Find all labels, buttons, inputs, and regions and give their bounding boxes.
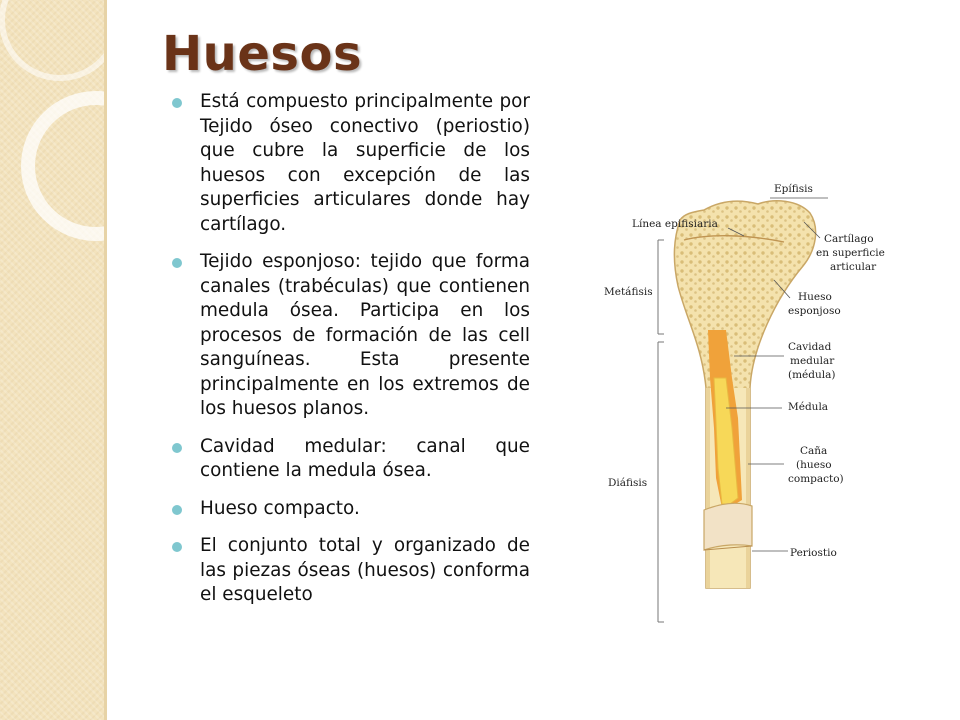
label-diafisis: Diáfisis	[608, 477, 648, 489]
bullet-item	[168, 435, 530, 484]
label-cavidad-1: Cavidad	[788, 341, 832, 353]
bullet-item	[168, 497, 530, 522]
label-metafisis: Metáfisis	[604, 286, 653, 298]
bullet-text: Tejido esponjoso: tejido que forma canales (trabéculas) que contienen medula ósea. Participa en los procesos de formación de las cell sanguíneas. Esta presente principalmente en los extremos de los huesos planos.	[200, 251, 530, 419]
decorative-sidebar	[0, 0, 106, 720]
label-periostio: Periostio	[790, 547, 837, 559]
bullet-text: El conjunto total y organizado de las piezas óseas (huesos) conforma el esqueleto	[200, 535, 530, 605]
label-cana-1: Caña	[800, 445, 828, 457]
compact-wall-left	[706, 388, 710, 588]
bullet-text: Cavidad medular: canal que contiene la medula ósea.	[200, 435, 530, 481]
bullet-dot-icon	[172, 98, 182, 108]
bullet-dot-icon	[172, 258, 182, 268]
bullet-dot-icon	[172, 505, 182, 515]
label-cartilago-1: Cartílago	[824, 233, 874, 245]
label-cana-3: compacto)	[788, 473, 844, 485]
bone-illustration	[598, 178, 898, 634]
label-hueso-esponjoso-1: Hueso	[798, 291, 832, 303]
label-cavidad-2: medular	[790, 355, 835, 367]
bullet-text: Hueso compacto.	[200, 497, 360, 519]
label-medula: Médula	[788, 401, 829, 413]
bullet-text: Está compuesto principalmente por Tejido óseo conectivo (periostio) que cubre la superficie de los huesos con excepción de las superficies articulares donde hay cartílago.	[200, 91, 530, 235]
bullet-item	[168, 250, 530, 422]
bullet-list	[168, 90, 530, 621]
periosteum-sleeve	[704, 503, 752, 550]
label-epifisis: Epífisis	[774, 183, 813, 195]
slide-title: Huesos	[162, 26, 363, 82]
sidebar-border	[104, 0, 107, 720]
bullet-item	[168, 90, 530, 237]
label-hueso-esponjoso-2: esponjoso	[788, 305, 841, 317]
decorative-circles	[0, 0, 106, 260]
bullet-item	[168, 534, 530, 608]
compact-wall-right	[746, 388, 750, 588]
label-linea-epifisiaria: Línea epifisiaria	[632, 218, 718, 230]
label-cana-2: (hueso	[796, 459, 832, 471]
bullet-dot-icon	[172, 542, 182, 552]
bullet-dot-icon	[172, 443, 182, 453]
bone-diagram	[598, 178, 898, 634]
label-cartilago-3: articular	[830, 261, 877, 273]
label-cartilago-2: en superficie	[816, 247, 885, 259]
label-cavidad-3: (médula)	[788, 369, 836, 381]
